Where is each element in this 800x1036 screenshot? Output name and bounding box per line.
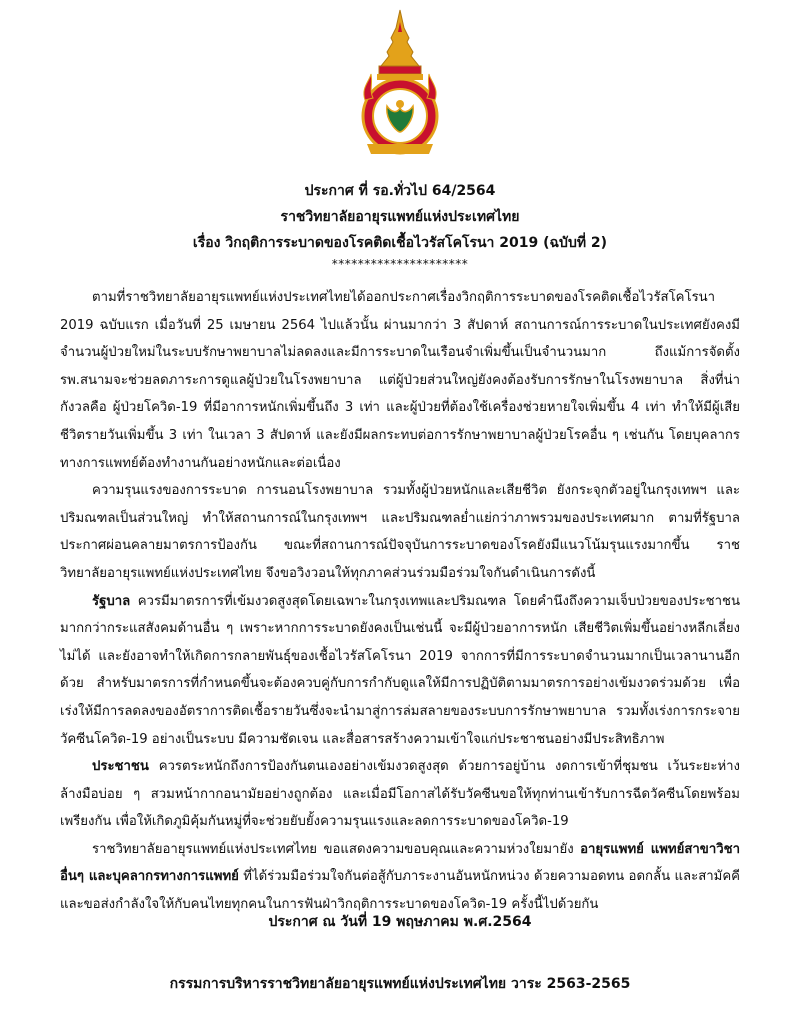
paragraph-situation: ตามที่ราชวิทยาลัยอายุรแพทย์แห่งประเทศไทยได้ออกประกาศเรื่องวิกฤติการระบาดของโรคติดเชื้อไวรัสโคโรนา 2019 ฉบับแรก เมื่อวันที่ 25 เมษายน 2564 ไปแล้วนั้น ผ่านมากว่า 3 สัปดาห์ สถานการณ์การระบาดในประเทศยังคงมีจำนวนผู้ป่วยใหม่ในระบบรักษาพยาบาลไม่ลดลงและมีการระบาดในเรือนจำเพิ่มขึ้นเป็นจำนวนมาก ถึงแม้การจัดตั้ง รพ.สนามจะช่วยลดภาระการดูแลผู้ป่วยในโรงพยาบาล แต่ผู้ป่วยส่วนใหญ่ยังคงต้องรับการรักษาในโรงพยาบาล สิ่งที่น่ากังวลคือ ผู้ป่วยโควิด-19 ที่มีอาการหนักเพิ่มขึ้นถึง 3 เท่า และผู้ป่วยที่ต้องใช้เครื่องช่วยหายใจเพิ่มขึ้น 4 เท่า ทำให้มีผู้เสียชีวิตรายวันเพิ่มขึ้น 3 เท่า ในเวลา 3 สัปดาห์ และยังมีผลกระทบต่อการรักษาพยาบาลผู้ป่วยโรคอื่น ๆ เช่นกัน โดยบุคลากรทางการแพทย์ต้องทำงานกันอย่างหนักและต่อเนื่อง — [60, 290, 740, 471]
announcement-subject: เรื่อง วิกฤติการระบาดของโรคติดเชื้อไวรัสโคโรนา 2019 (ฉบับที่ 2) — [192, 235, 608, 251]
thanks-text-a: ราชวิทยาลัยอายุรแพทย์แห่งประเทศไทย ขอแสดงความขอบคุณและความห่วงใยมายัง — [92, 841, 581, 857]
announcement-date: ประกาศ ณ วันที่ 19 พฤษภาคม พ.ศ.2564 — [268, 914, 532, 930]
announcement-header — [0, 178, 800, 272]
public-text: ควรตระหนักถึงการป้องกันตนเองอย่างเข้มงวดสูงสุด ด้วยการอยู่บ้าน งดการเข้าที่ชุมชน เว้นระยะห่าง ล้างมือบ่อย ๆ สวมหน้ากากอนามัยอย่างถูกต้อง และเมื่อมีโอกาสได้รับวัคซีนขอให้ทุกท่านเข้ารับการฉีดวัคซีนโดยพร้อมเพรียงกัน เพื่อให้เกิดภูมิคุ้มกันหมู่ที่จะช่วยยับยั้งความรุนแรงและลดการระบาดของโควิด-19 — [60, 759, 740, 830]
announcement-number: ประกาศ ที่ รอ.ทั่วไป 64/2564 — [304, 183, 496, 199]
paragraph-public — [60, 753, 740, 836]
thanks-text-b: ที่ได้ร่วมมือร่วมใจกันต่อสู้กับภาระงานอันหนักหน่วง ด้วยความอดทน อดกลั้น และสามัคคี และขอส่งกำลังใจให้กับคนไทยทุกคนในการฟันฝ่าวิกฤติการระบาดของโควิด-19 ครั้งนี้ไปด้วยกัน — [60, 869, 740, 913]
paragraph-thanks — [60, 836, 740, 919]
paragraph-government — [60, 588, 740, 754]
college-seal-logo — [357, 8, 443, 158]
issuer-name: ราชวิทยาลัยอายุรแพทย์แห่งประเทศไทย — [280, 209, 520, 225]
government-lead: รัฐบาล — [92, 593, 131, 609]
signatory-line: กรรมการบริหารราชวิทยาลัยอายุรแพทย์แห่งประเทศไทย วาระ 2563-2565 — [169, 976, 631, 992]
announcement-body — [60, 284, 740, 919]
public-lead: ประชาชน — [92, 759, 149, 775]
separator-stars: ********************* — [331, 257, 469, 271]
paragraph-severity: ความรุนแรงของการระบาด การนอนโรงพยาบาล รวมทั้งผู้ป่วยหนักและเสียชีวิต ยังกระจุกตัวอยู่ในกรุงเทพฯ และปริมณฑลเป็นส่วนใหญ่ ทำให้สถานการณ์ในกรุงเทพฯ และปริมณฑลย่ำแย่กว่าภาพรวมของประเทศมาก ตามที่รัฐบาลประกาศผ่อนคลายมาตรการป้องกัน ขณะที่สถานการณ์ปัจจุบันการระบาดของโรคยังมีแนวโน้มรุนแรงมากขึ้น ราชวิทยาลัยอายุรแพทย์แห่งประเทศไทย จึงขอวิงวอนให้ทุกภาคส่วนร่วมมือร่วมใจกันดำเนินการดังนี้ — [60, 483, 740, 581]
government-text: ควรมีมาตรการที่เข้มงวดสูงสุดโดยเฉพาะในกรุงเทพและปริมณฑล โดยคำนึงถึงความเจ็บป่วยของประชาชนมากกว่ากระแสสังคมด้านอื่น ๆ เพราะหากการระบาดยังคงเป็นเช่นนี้ จะมีผู้ป่วยอาการหนัก เสียชีวิตเพิ่มขึ้นอย่างหลีกเลี่ยงไม่ได้ และยังอาจทำให้เกิดการกลายพันธุ์ของเชื้อไวรัสโคโรนา 2019 จากการที่มีการระบาดจำนวนมากเป็นเวลานานอีกด้วย สำหรับมาตรการที่กำหนดขึ้นจะต้องควบคู่กับการกำกับดูแลให้มีการปฏิบัติตามมาตรการอย่างเข้มงวดร่วมด้วย เพื่อเร่งให้มีการลดลงของอัตราการติดเชื้อรายวันซึ่งจะนำมาสู่การล่มสลายของระบบการรักษาพยาบาล รวมทั้งเร่งการกระจายวัคซีนโควิด-19 อย่างเป็นระบบ มีความชัดเจน และสื่อสารสร้างความเข้าใจแก่ประชาชนอย่างมีประสิทธิภาพ — [60, 593, 740, 747]
thanks-recipients: อายุรแพทย์ แพทย์สาขาวิชาอื่นๆ และบุคลากรทางการแพทย์ — [60, 841, 740, 885]
